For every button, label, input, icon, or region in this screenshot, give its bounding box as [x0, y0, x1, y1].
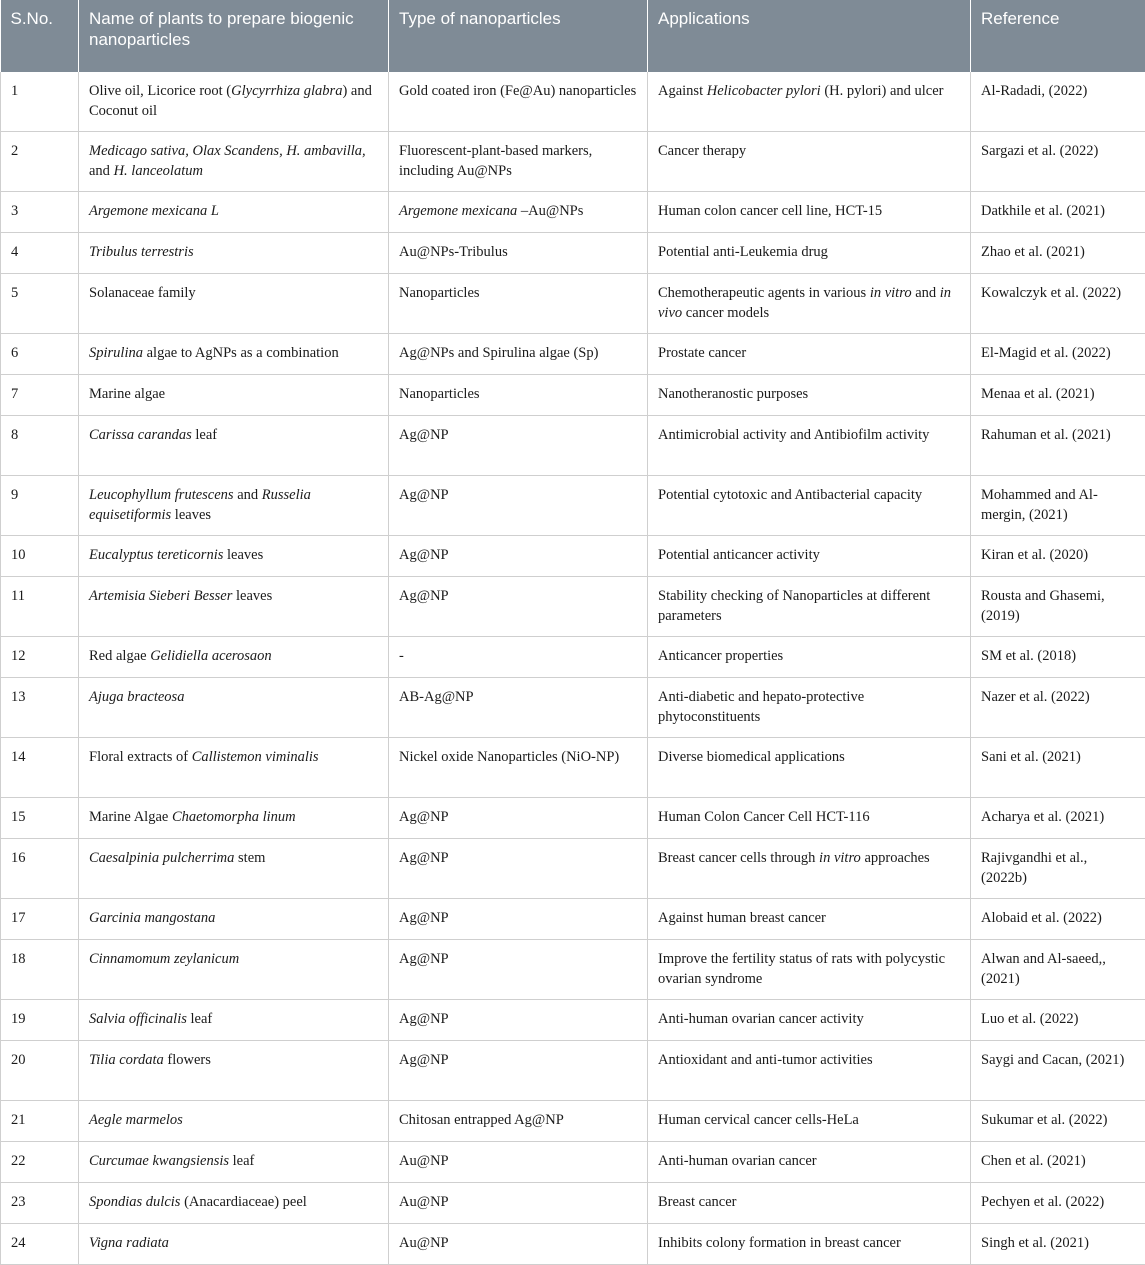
- cell-sno: 11: [1, 577, 79, 637]
- italic-text: Helicobacter pylori: [707, 83, 821, 99]
- text-segment: and: [912, 285, 940, 301]
- text-segment: Floral extracts of: [89, 749, 192, 765]
- italic-text: in vivo: [658, 285, 951, 321]
- cell-application: [648, 1041, 971, 1101]
- cell-nanoparticle-type: [389, 1183, 648, 1224]
- text-segment: Au@NP: [399, 1153, 449, 1169]
- cell-nanoparticle-type: [389, 274, 648, 334]
- text-segment: Human cervical cancer cells-HeLa: [658, 1112, 859, 1128]
- table-row: [1, 1224, 1145, 1265]
- cell-nanoparticle-type: [389, 940, 648, 1000]
- text-segment: Gold coated iron (Fe@Au) nanoparticles: [399, 83, 636, 99]
- cell-nanoparticle-type: [389, 132, 648, 192]
- text-segment: Au@NP: [399, 1235, 449, 1251]
- text-segment: Nickel oxide Nanoparticles (NiO-NP): [399, 749, 619, 765]
- table-row: [1, 72, 1145, 132]
- cell-sno: 24: [1, 1224, 79, 1265]
- cell-reference: Kowalczyk et al. (2022): [971, 274, 1145, 334]
- cell-application: [648, 72, 971, 132]
- text-segment: Stability checking of Nanoparticles at different parameters: [658, 588, 930, 624]
- text-segment: Ag@NP: [399, 547, 449, 563]
- cell-sno: 9: [1, 476, 79, 536]
- text-segment: stem: [234, 850, 265, 866]
- cell-reference: Sukumar et al. (2022): [971, 1101, 1145, 1142]
- cell-nanoparticle-type: [389, 233, 648, 274]
- cell-application: [648, 416, 971, 476]
- cell-nanoparticle-type: [389, 899, 648, 940]
- cell-plant-name: [79, 192, 389, 233]
- cell-nanoparticle-type: [389, 577, 648, 637]
- italic-text: Argemone mexicana: [399, 203, 517, 219]
- italic-text: Cinnamomum zeylanicum: [89, 951, 239, 967]
- text-segment: Chitosan entrapped Ag@NP: [399, 1112, 564, 1128]
- table-row: [1, 416, 1145, 476]
- cell-plant-name: [79, 1142, 389, 1183]
- cell-application: [648, 1000, 971, 1041]
- table-row: [1, 1101, 1145, 1142]
- cell-reference: Rajivgandhi et al., (2022b): [971, 839, 1145, 899]
- text-segment: Ag@NP: [399, 951, 449, 967]
- header-nanoparticle-type: Type of nanoparticles: [389, 0, 648, 72]
- cell-sno: 1: [1, 72, 79, 132]
- table-row: [1, 476, 1145, 536]
- cell-plant-name: [79, 476, 389, 536]
- italic-text: Tilia cordata: [89, 1052, 164, 1068]
- cell-reference: Pechyen et al. (2022): [971, 1183, 1145, 1224]
- text-segment: Human colon cancer cell line, HCT-15: [658, 203, 882, 219]
- text-segment: Anti-diabetic and hepato-protective phytoconstituents: [658, 689, 864, 725]
- text-segment: Cancer therapy: [658, 143, 746, 159]
- text-segment: leaf: [187, 1011, 212, 1027]
- cell-application: [648, 1224, 971, 1265]
- cell-nanoparticle-type: [389, 476, 648, 536]
- table-row: [1, 899, 1145, 940]
- cell-reference: Chen et al. (2021): [971, 1142, 1145, 1183]
- cell-nanoparticle-type: [389, 839, 648, 899]
- text-segment: Ag@NP: [399, 1011, 449, 1027]
- cell-plant-name: [79, 1101, 389, 1142]
- cell-sno: 19: [1, 1000, 79, 1041]
- italic-text: Tribulus terrestris: [89, 244, 194, 260]
- header-reference: Reference: [971, 0, 1145, 72]
- table-row: [1, 839, 1145, 899]
- cell-plant-name: [79, 637, 389, 678]
- cell-nanoparticle-type: [389, 375, 648, 416]
- text-segment: –Au@NPs: [517, 203, 583, 219]
- header-row: [1, 0, 1145, 72]
- cell-reference: Al-Radadi, (2022): [971, 72, 1145, 132]
- table-row: [1, 678, 1145, 738]
- cell-reference: Luo et al. (2022): [971, 1000, 1145, 1041]
- cell-reference: Rousta and Ghasemi, (2019): [971, 577, 1145, 637]
- cell-application: [648, 1183, 971, 1224]
- cell-reference: Sargazi et al. (2022): [971, 132, 1145, 192]
- italic-text: Carissa carandas: [89, 427, 192, 443]
- text-segment: Chemotherapeutic agents in various: [658, 285, 870, 301]
- cell-application: [648, 637, 971, 678]
- italic-text: Eucalyptus tereticornis: [89, 547, 223, 563]
- italic-text: Russelia equisetiformis: [89, 487, 311, 523]
- cell-plant-name: [79, 536, 389, 577]
- cell-plant-name: [79, 899, 389, 940]
- italic-text: Salvia officinalis: [89, 1011, 187, 1027]
- cell-nanoparticle-type: [389, 798, 648, 839]
- cell-nanoparticle-type: [389, 738, 648, 798]
- cell-reference: Menaa et al. (2021): [971, 375, 1145, 416]
- text-segment: cancer models: [682, 305, 769, 321]
- text-segment: Antimicrobial activity and Antibiofilm activity: [658, 427, 929, 443]
- text-segment: Nanoparticles: [399, 285, 480, 301]
- text-segment: leaves: [223, 547, 263, 563]
- table-row: [1, 1142, 1145, 1183]
- cell-nanoparticle-type: [389, 1041, 648, 1101]
- text-segment: Anti-human ovarian cancer activity: [658, 1011, 864, 1027]
- cell-application: [648, 1101, 971, 1142]
- italic-text: H. lanceolatum: [114, 163, 203, 179]
- header-applications: Applications: [648, 0, 971, 72]
- text-segment: Breast cancer cells through: [658, 850, 819, 866]
- cell-sno: 6: [1, 334, 79, 375]
- italic-text: Curcumae kwangsiensis: [89, 1153, 229, 1169]
- text-segment: Au@NP: [399, 1194, 449, 1210]
- cell-reference: Mohammed and Al-mergin, (2021): [971, 476, 1145, 536]
- text-segment: Olive oil, Licorice root (: [89, 83, 231, 99]
- cell-plant-name: [79, 1183, 389, 1224]
- cell-plant-name: [79, 334, 389, 375]
- table-row: [1, 132, 1145, 192]
- header-plant-name: Name of plants to prepare biogenic nanoparticles: [79, 0, 389, 72]
- text-segment: Ag@NP: [399, 487, 449, 503]
- cell-reference: Acharya et al. (2021): [971, 798, 1145, 839]
- text-segment: ) and Coconut oil: [89, 83, 372, 119]
- cell-sno: 5: [1, 274, 79, 334]
- italic-text: Spirulina: [89, 345, 143, 361]
- text-segment: Against: [658, 83, 707, 99]
- cell-plant-name: [79, 233, 389, 274]
- text-segment: Ag@NP: [399, 850, 449, 866]
- cell-application: [648, 940, 971, 1000]
- cell-sno: 7: [1, 375, 79, 416]
- cell-nanoparticle-type: [389, 72, 648, 132]
- cell-plant-name: [79, 375, 389, 416]
- cell-sno: 16: [1, 839, 79, 899]
- text-segment: Ag@NP: [399, 1052, 449, 1068]
- table-row: [1, 233, 1145, 274]
- text-segment: algae to AgNPs as a combination: [143, 345, 339, 361]
- text-segment: and: [89, 163, 114, 179]
- cell-application: [648, 132, 971, 192]
- cell-nanoparticle-type: [389, 1101, 648, 1142]
- cell-plant-name: [79, 1041, 389, 1101]
- cell-reference: Nazer et al. (2022): [971, 678, 1145, 738]
- text-segment: Anticancer properties: [658, 648, 783, 664]
- text-segment: Antioxidant and anti-tumor activities: [658, 1052, 873, 1068]
- table-body: [1, 72, 1145, 1265]
- text-segment: and: [234, 487, 262, 503]
- table-row: [1, 192, 1145, 233]
- text-segment: Nanoparticles: [399, 386, 480, 402]
- text-segment: Inhibits colony formation in breast cancer: [658, 1235, 901, 1251]
- text-segment: (H. pylori) and ulcer: [821, 83, 944, 99]
- table-row: [1, 536, 1145, 577]
- table-row: [1, 1041, 1145, 1101]
- italic-text: Chaetomorpha linum: [172, 809, 296, 825]
- italic-text: Leucophyllum frutescens: [89, 487, 234, 503]
- text-segment: approaches: [861, 850, 930, 866]
- italic-text: Artemisia Sieberi Besser: [89, 588, 232, 604]
- text-segment: Marine Algae: [89, 809, 172, 825]
- italic-text: Garcinia mangostana: [89, 910, 215, 926]
- cell-plant-name: [79, 132, 389, 192]
- italic-text: Spondias dulcis: [89, 1194, 180, 1210]
- italic-text: Callistemon viminalis: [192, 749, 319, 765]
- cell-sno: 20: [1, 1041, 79, 1101]
- text-segment: Potential cytotoxic and Antibacterial capacity: [658, 487, 922, 503]
- text-segment: Ag@NP: [399, 427, 449, 443]
- cell-reference: Zhao et al. (2021): [971, 233, 1145, 274]
- italic-text: Vigna radiata: [89, 1235, 169, 1251]
- italic-text: in vitro: [870, 285, 912, 301]
- cell-sno: 23: [1, 1183, 79, 1224]
- cell-application: [648, 192, 971, 233]
- cell-reference: El-Magid et al. (2022): [971, 334, 1145, 375]
- cell-reference: Singh et al. (2021): [971, 1224, 1145, 1265]
- cell-nanoparticle-type: [389, 637, 648, 678]
- cell-application: [648, 678, 971, 738]
- cell-application: [648, 274, 971, 334]
- cell-sno: 2: [1, 132, 79, 192]
- text-segment: Solanaceae family: [89, 285, 196, 301]
- cell-application: [648, 577, 971, 637]
- cell-reference: Alwan and Al-saeed,, (2021): [971, 940, 1145, 1000]
- cell-application: [648, 476, 971, 536]
- cell-sno: 14: [1, 738, 79, 798]
- cell-plant-name: [79, 72, 389, 132]
- text-segment: Ag@NP: [399, 809, 449, 825]
- cell-plant-name: [79, 274, 389, 334]
- cell-sno: 13: [1, 678, 79, 738]
- cell-plant-name: [79, 577, 389, 637]
- cell-sno: 8: [1, 416, 79, 476]
- cell-nanoparticle-type: [389, 1000, 648, 1041]
- cell-sno: 12: [1, 637, 79, 678]
- cell-sno: 15: [1, 798, 79, 839]
- text-segment: Human Colon Cancer Cell HCT-116: [658, 809, 870, 825]
- text-segment: Potential anticancer activity: [658, 547, 820, 563]
- cell-reference: Saygi and Cacan, (2021): [971, 1041, 1145, 1101]
- table-row: [1, 274, 1145, 334]
- cell-sno: 17: [1, 899, 79, 940]
- text-segment: Against human breast cancer: [658, 910, 826, 926]
- cell-reference: Kiran et al. (2020): [971, 536, 1145, 577]
- cell-sno: 10: [1, 536, 79, 577]
- table-row: [1, 1183, 1145, 1224]
- cell-sno: 18: [1, 940, 79, 1000]
- cell-reference: Rahuman et al. (2021): [971, 416, 1145, 476]
- text-segment: Breast cancer: [658, 1194, 737, 1210]
- italic-text: Glycyrrhiza glabra: [231, 83, 342, 99]
- cell-reference: SM et al. (2018): [971, 637, 1145, 678]
- cell-nanoparticle-type: [389, 678, 648, 738]
- cell-application: [648, 375, 971, 416]
- table-row: [1, 940, 1145, 1000]
- cell-nanoparticle-type: [389, 1142, 648, 1183]
- text-segment: Au@NPs-Tribulus: [399, 244, 508, 260]
- italic-text: Medicago sativa, Olax Scandens, H. ambavilla,: [89, 143, 366, 159]
- italic-text: in vitro: [819, 850, 861, 866]
- italic-text: Aegle marmelos: [89, 1112, 183, 1128]
- cell-nanoparticle-type: [389, 334, 648, 375]
- cell-application: [648, 1142, 971, 1183]
- cell-reference: Alobaid et al. (2022): [971, 899, 1145, 940]
- cell-plant-name: [79, 678, 389, 738]
- cell-application: [648, 738, 971, 798]
- cell-plant-name: [79, 738, 389, 798]
- cell-plant-name: [79, 798, 389, 839]
- cell-application: [648, 536, 971, 577]
- cell-reference: Datkhile et al. (2021): [971, 192, 1145, 233]
- cell-sno: 3: [1, 192, 79, 233]
- cell-sno: 22: [1, 1142, 79, 1183]
- text-segment: Red algae: [89, 648, 150, 664]
- cell-application: [648, 334, 971, 375]
- text-segment: AB-Ag@NP: [399, 689, 474, 705]
- text-segment: leaves: [171, 507, 211, 523]
- cell-reference: Sani et al. (2021): [971, 738, 1145, 798]
- italic-text: Caesalpinia pulcherrima: [89, 850, 234, 866]
- cell-application: [648, 233, 971, 274]
- text-segment: leaf: [229, 1153, 254, 1169]
- cell-application: [648, 798, 971, 839]
- text-segment: Improve the fertility status of rats with polycystic ovarian syndrome: [658, 951, 945, 987]
- table-row: [1, 637, 1145, 678]
- table-row: [1, 798, 1145, 839]
- text-segment: flowers: [164, 1052, 211, 1068]
- italic-text: Argemone mexicana L: [89, 203, 219, 219]
- table-row: [1, 577, 1145, 637]
- text-segment: Potential anti-Leukemia drug: [658, 244, 828, 260]
- cell-plant-name: [79, 1000, 389, 1041]
- cell-nanoparticle-type: [389, 192, 648, 233]
- cell-plant-name: [79, 940, 389, 1000]
- text-segment: Ag@NP: [399, 910, 449, 926]
- text-segment: Ag@NP: [399, 588, 449, 604]
- text-segment: Diverse biomedical applications: [658, 749, 845, 765]
- header-sno: S.No.: [1, 0, 79, 72]
- table-row: [1, 375, 1145, 416]
- table-row: [1, 738, 1145, 798]
- cell-plant-name: [79, 416, 389, 476]
- text-segment: Marine algae: [89, 386, 165, 402]
- text-segment: leaves: [232, 588, 272, 604]
- cell-plant-name: [79, 839, 389, 899]
- cell-application: [648, 839, 971, 899]
- text-segment: -: [399, 648, 404, 664]
- cell-nanoparticle-type: [389, 536, 648, 577]
- cell-nanoparticle-type: [389, 1224, 648, 1265]
- text-segment: Fluorescent-plant-based markers, including Au@NPs: [399, 143, 592, 179]
- text-segment: Nanotheranostic purposes: [658, 386, 808, 402]
- table-row: [1, 334, 1145, 375]
- text-segment: leaf: [192, 427, 217, 443]
- cell-application: [648, 899, 971, 940]
- cell-sno: 21: [1, 1101, 79, 1142]
- italic-text: Ajuga bracteosa: [89, 689, 184, 705]
- text-segment: Anti-human ovarian cancer: [658, 1153, 817, 1169]
- text-segment: Prostate cancer: [658, 345, 746, 361]
- table-row: [1, 1000, 1145, 1041]
- text-segment: Ag@NPs and Spirulina algae (Sp): [399, 345, 598, 361]
- text-segment: (Anacardiaceae) peel: [180, 1194, 306, 1210]
- cell-sno: 4: [1, 233, 79, 274]
- cell-plant-name: [79, 1224, 389, 1265]
- italic-text: Gelidiella acerosaon: [150, 648, 271, 664]
- cell-nanoparticle-type: [389, 416, 648, 476]
